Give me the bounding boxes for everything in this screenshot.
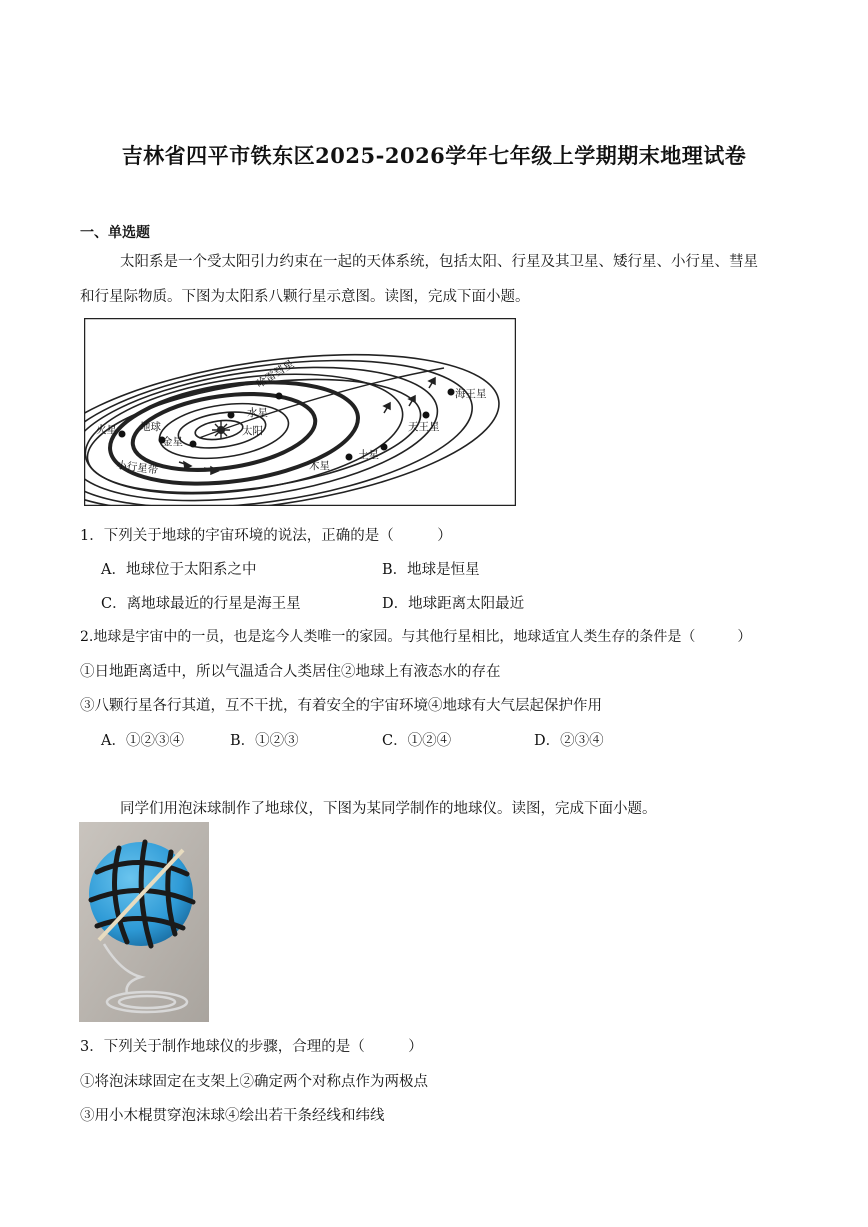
question-2-statement-line-1: ①日地距离适中，所以气温适合人类居住②地球上有液态水的存在: [80, 664, 501, 680]
question-2-statement-line-2: ③八颗行星各行其道，互不干扰，有着安全的宇宙环境④地球有大气层起保护作用: [80, 698, 602, 714]
label-venus: 金星: [162, 437, 183, 448]
comet-dot: [276, 393, 283, 400]
question-1-option-a: A．地球位于太阳系之中: [101, 562, 257, 578]
intro-paragraph-line-1: 太阳系是一个受太阳引力约束在一起的天体系统，包括太阳、行星及其卫星、矮行星、小行星、彗星: [120, 254, 758, 270]
question-1-option-b: B．地球是恒星: [382, 562, 480, 578]
question-2-option-a: A．①②③④: [101, 733, 184, 749]
label-asteroid-belt: 小行星带: [115, 460, 159, 477]
question-3-stem: 3．下列关于制作地球仪的步骤，合理的是（ ）: [80, 1039, 423, 1055]
intro-paragraph-2: 同学们用泡沫球制作了地球仪，下图为某同学制作的地球仪。读图，完成下面小题。: [120, 801, 657, 817]
question-2-option-b: B．①②③: [230, 733, 299, 749]
label-comet: 哈雷彗星: [254, 358, 297, 391]
label-earth: 地球: [140, 422, 161, 433]
mercury-dot: [228, 412, 235, 419]
question-1-option-d: D．地球距离太阳最近: [382, 596, 525, 612]
label-uranus: 天王星: [408, 422, 440, 433]
question-1-stem: 1．下列关于地球的宇宙环境的说法，正确的是（ ）: [80, 528, 452, 544]
venus-dot: [190, 441, 197, 448]
question-3-statement-line-1: ①将泡沫球固定在支架上②确定两个对称点作为两极点: [80, 1074, 428, 1090]
jupiter-dot: [346, 454, 353, 461]
label-mercury: 水星: [247, 408, 268, 419]
solar-system-diagram: [84, 318, 516, 506]
neptune-dot: [448, 389, 455, 396]
question-1-option-c: C．离地球最近的行星是海王星: [101, 596, 301, 612]
intro-paragraph-line-2: 和行星际物质。下图为太阳系八颗行星示意图。读图，完成下面小题。: [80, 289, 530, 305]
label-neptune: 海王星: [455, 389, 487, 400]
question-3-statement-line-2: ③用小木棍贯穿泡沫球④绘出若干条经线和纬线: [80, 1108, 385, 1124]
label-sun: 太阳: [242, 426, 263, 437]
saturn-dot: [381, 444, 388, 451]
foam-globe-photo: [79, 822, 209, 1022]
page-title: 吉林省四平市铁东区2025-2026学年七年级上学期期末地理试卷: [121, 143, 747, 168]
question-2-stem: 2.地球是宇宙中的一员，也是迄今人类唯一的家园。与其他行星相比，地球适宜人类生存的条件是（ ）: [80, 629, 752, 645]
question-2-option-d: D．②③④: [534, 733, 604, 749]
label-mars: 火星: [96, 425, 117, 436]
section-title: 一、单选题: [80, 225, 150, 241]
label-saturn: 土星: [358, 450, 379, 461]
mars-dot: [119, 431, 126, 438]
question-2-option-c: C．①②④: [382, 733, 452, 749]
uranus-dot: [423, 412, 430, 419]
label-jupiter: 木星: [309, 461, 330, 472]
